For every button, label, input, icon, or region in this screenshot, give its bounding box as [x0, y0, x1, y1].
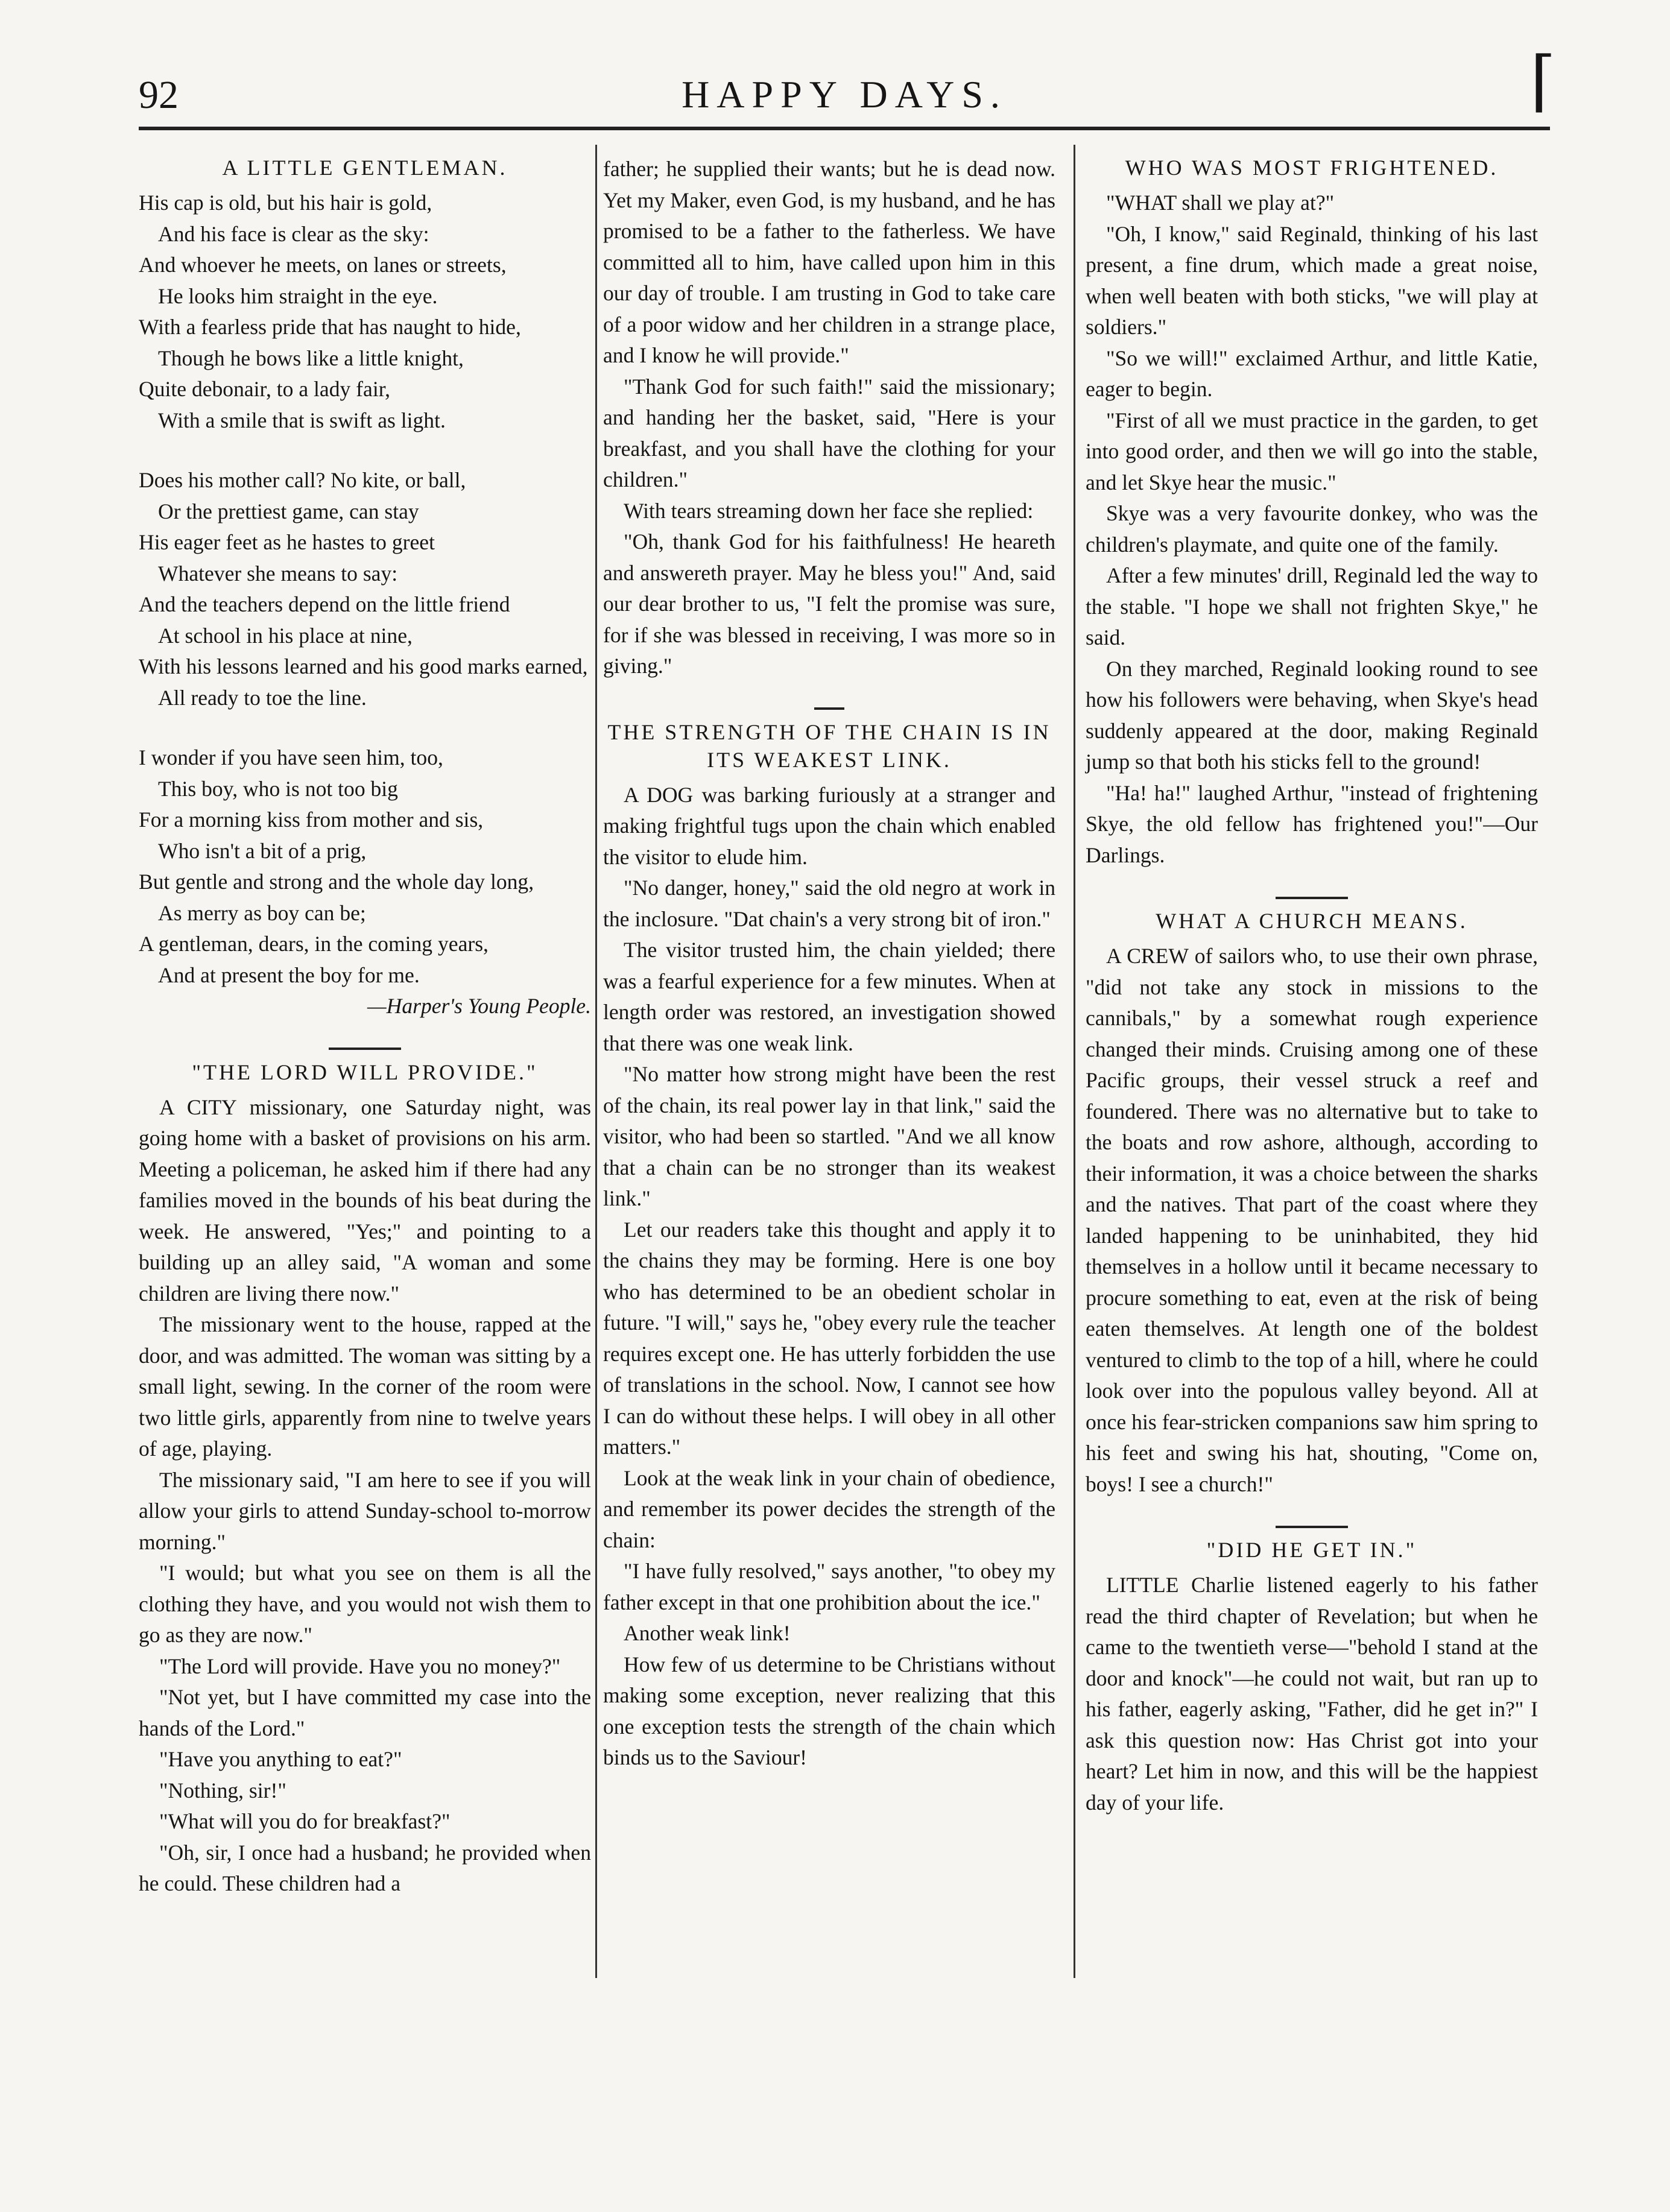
masthead-title: HAPPY DAYS.: [682, 73, 1007, 116]
column-3: [1086, 154, 1538, 1818]
poem-line: But gentle and strong and the whole day long,: [139, 870, 534, 894]
paragraph: "Oh, sir, I once had a husband; he provided when he could. These children had a: [139, 1840, 591, 1895]
poem-line: He looks him straight in the eye.: [158, 283, 438, 308]
paragraph: father; he supplied their wants; but he is dead now. Yet my Maker, even God, is my husband, and he has promised to be a father to the fatherless. We have committed all to him, have called upon him in this our day of trouble. I am trusting in God to take care of a poor widow and her children in a strange place, and I know he will provide.": [603, 157, 1055, 367]
attribution: —Harper's Young People.: [367, 994, 591, 1018]
paragraph: The visitor trusted him, the chain yielded; there was a fearful experience for a few minutes. When at length order was restored, an investigation showed that there was one weak link.: [603, 938, 1055, 1055]
paragraph: On they marched, Reginald looking round to see how his followers were behaving, when Skye's head suddenly appeared at the door, making Reginald jump so that both his sticks fell to the ground!: [1086, 656, 1538, 774]
poem-line: And the teachers depend on the little friend: [139, 592, 510, 616]
paragraph: "Have you anything to eat?": [159, 1747, 402, 1771]
poem-line: I wonder if you have seen him, too,: [139, 745, 443, 769]
paragraph: "Ha! ha!" laughed Arthur, "instead of frightening Skye, the old fellow has frightened you!"—Our Darlings.: [1086, 780, 1538, 867]
page-header: [139, 45, 1556, 127]
header-rule: [139, 127, 1550, 130]
poem-line: With a fearless pride that has naught to hide,: [139, 315, 521, 339]
paragraph: With tears streaming down her face she replied:: [624, 498, 1034, 523]
poem-line: At school in his place at nine,: [158, 623, 413, 648]
paragraph: "Not yet, but I have committed my case into the hands of the Lord.": [139, 1685, 591, 1740]
poem-line: Does his mother call? No kite, or ball,: [139, 468, 466, 492]
paragraph: "WHAT shall we play at?": [1106, 191, 1335, 215]
paragraph: "First of all we must practice in the garden, to get into good order, and then we will go into the stable, and let Skye hear the music.": [1086, 408, 1538, 495]
paragraph: "Oh, I know," said Reginald, thinking of his last present, a fine drum, which made a great noise, when well beaten with both sticks, "we will play at soldiers.": [1086, 221, 1538, 339]
poem-line: Though he bows like a little knight,: [158, 346, 464, 370]
column-1: [139, 154, 591, 1900]
poem-line: Or the prettiest game, can stay: [158, 499, 419, 523]
paragraph: Another weak link!: [624, 1621, 791, 1645]
paragraph: A DOG was barking furiously at a stranger and making frightful tugs upon the chain which enabled the visitor to elude him.: [603, 782, 1055, 869]
paragraph: The missionary said, "I am here to see if you will allow your girls to attend Sunday-school to-morrow morning.": [139, 1467, 591, 1554]
page-number: 92: [139, 73, 179, 117]
paragraph: "The Lord will provide. Have you no money?": [159, 1654, 561, 1678]
paragraph: A CREW of sailors who, to use their own phrase, "did not take any stock in missions to the cannibals," by a somewhat rough experience changed their minds. Cruising among one of these Pacific groups, their vessel struck a reef and foundered. There was no alternative but to take to the boats and row ashore, although, according to their information, it was a choice between the sharks and the natives. That part of the coast where they landed happening to be uninhabited, they hid themselves in a hollow until it became necessary to procure something to eat, even at the risk of being eaten themselves. At length one of the boldest ventured to climb to the top of a hill, where he could look over into the populous valley beyond. All at once his fear-stricken companions saw him spring to his feet and swing his hat, shouting, "Come on, boys! I see a church!": [1086, 944, 1538, 1496]
poem-line: For a morning kiss from mother and sis,: [139, 807, 484, 832]
poem-line: Who isn't a bit of a prig,: [158, 838, 367, 863]
poem-line: Quite debonair, to a lady fair,: [139, 377, 391, 401]
paragraph: "I would; but what you see on them is all the clothing they have, and you would not wish them to go as they are now.": [139, 1561, 591, 1647]
poem-line: And at present the boy for me.: [158, 962, 420, 987]
paragraph: A CITY missionary, one Saturday night, was going home with a basket of provisions on his arm. Meeting a policeman, he asked him if there had any families moved in the bounds of his beat during the week. He answered, "Yes;" and pointing to a building up an alley said, "A woman and some children are living there now.": [139, 1095, 591, 1306]
column-divider: [1074, 145, 1075, 1978]
article-heading: WHO WAS MOST FRIGHTENED.: [1125, 156, 1499, 180]
article-heading: "THE LORD WILL PROVIDE.": [192, 1060, 538, 1084]
paragraph: Look at the weak link in your chain of obedience, and remember its power decides the strength of the chain:: [603, 1465, 1055, 1552]
paragraph: After a few minutes' drill, Reginald led the way to the stable. "I hope we shall not frighten Skye," he said.: [1086, 563, 1538, 649]
paragraph: "I have fully resolved," says another, "to obey my father except in that one prohibition about the ice.": [603, 1559, 1055, 1614]
paragraph: Skye was a very favourite donkey, who was the children's playmate, and quite one of the family.: [1086, 501, 1538, 557]
article-heading: "DID HE GET IN.": [1206, 1538, 1417, 1562]
paragraph: "Oh, thank God for his faithfulness! He heareth and answereth prayer. May he bless you!" And, said our dear brother to us, "I felt the promise was sure, for if she was blessed in receiving, I was more so in giving.": [603, 529, 1055, 678]
paragraph: The missionary went to the house, rapped at the door, and was admitted. The woman was sitting by a small light, sewing. In the corner of the room were two little girls, apparently from nine to twelve years of age, playing.: [139, 1312, 591, 1461]
paragraph: LITTLE Charlie listened eagerly to his father read the third chapter of Revelation; but when he came to the twentieth verse—"behold I stand at the door and knock"—he could not wait, but ran up to his father, eagerly asking, "Father, did he get in?" I ask this question now: Has Christ got into your heart? Let him in now, and this will be the happiest day of your life.: [1086, 1573, 1538, 1815]
poem-line: His eager feet as he hastes to greet: [139, 530, 435, 554]
poem-line: And whoever he meets, on lanes or streets,: [139, 253, 507, 277]
column-divider: [595, 145, 597, 1978]
paragraph: "Nothing, sir!": [159, 1778, 286, 1803]
article-heading: A LITTLE GENTLEMAN.: [222, 156, 508, 180]
paragraph: Let our readers take this thought and apply it to the chains they may be forming. Here is one boy who has determined to be an obedient scholar in future. "I will," says he, "obey every rule the teacher requires except one. He has utterly forbidden the use of translations in the school. Now, I cannot see how I can do without these helps. I will obey in all other matters.": [603, 1217, 1055, 1459]
poem: [139, 188, 591, 1022]
paragraph: "No danger, honey," said the old negro at work in the inclosure. "Dat chain's a very strong bit of iron.": [603, 876, 1055, 931]
poem-line: All ready to toe the line.: [158, 685, 367, 710]
article-heading: WHAT A CHURCH MEANS.: [1156, 909, 1468, 933]
poem-line: Whatever she means to say:: [158, 561, 398, 586]
section-separator: [1086, 880, 1538, 893]
poem-line: As merry as boy can be;: [158, 900, 366, 925]
paragraph: "So we will!" exclaimed Arthur, and little Katie, eager to begin.: [1086, 346, 1538, 401]
poem-line: This boy, who is not too big: [158, 776, 398, 801]
margin-mark: ⌈: [1530, 45, 1556, 118]
article-heading: THE STRENGTH OF THE CHAIN IS IN ITS WEAKEST LINK.: [607, 719, 1051, 772]
paragraph: "No matter how strong might have been the rest of the chain, its real power lay in that link," said the visitor, who had been so startled. "And we all know that a chain can be no stronger than its weakest link.": [603, 1062, 1055, 1210]
poem-line: And his face is clear as the sky:: [158, 221, 429, 246]
section-separator: [603, 692, 1055, 704]
section-separator: [1086, 1509, 1538, 1522]
poem-line: A gentleman, dears, in the coming years,: [139, 932, 489, 956]
poem-line: With his lessons learned and his good marks earned,: [139, 654, 588, 678]
poem-line: With a smile that is swift as light.: [158, 408, 446, 432]
paragraph: How few of us determine to be Christians without making some exception, never realizing that this one exception tests the strength of the chain which binds us to the Saviour!: [603, 1652, 1055, 1769]
section-separator: [139, 1032, 591, 1044]
column-2: [603, 154, 1055, 1774]
paragraph: "What will you do for breakfast?": [159, 1809, 451, 1833]
paragraph: "Thank God for such faith!" said the missionary; and handing her the basket, said, "Here is your breakfast, and you shall have the clothing for your children.": [603, 374, 1055, 491]
poem-line: His cap is old, but his hair is gold,: [139, 191, 432, 215]
